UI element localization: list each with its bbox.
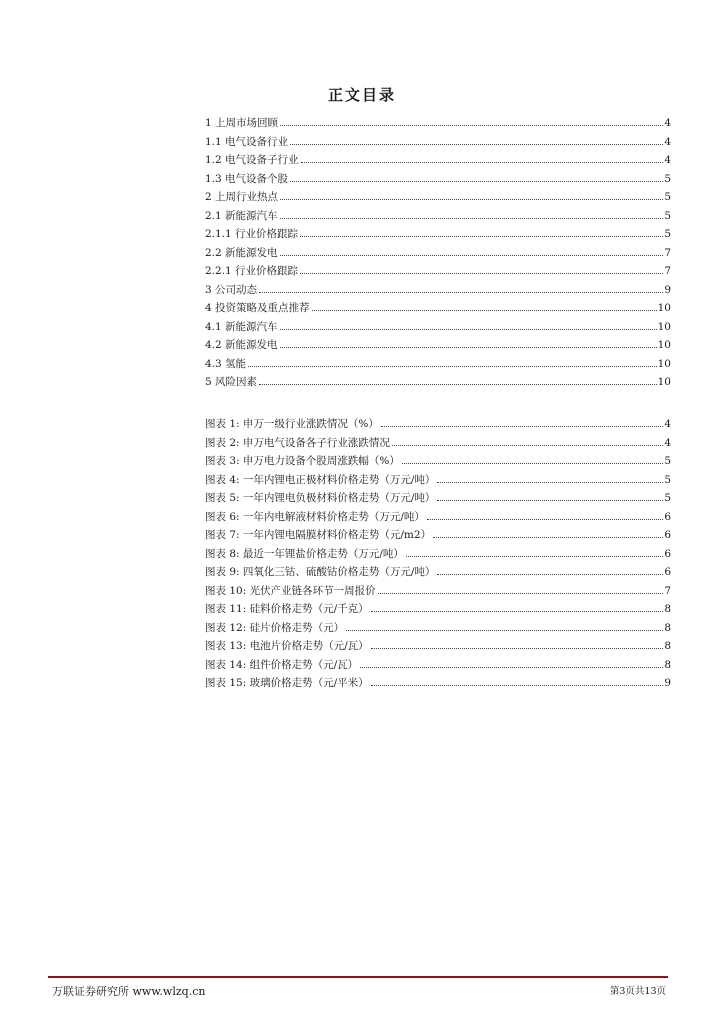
toc-entry-page: 5 bbox=[664, 492, 671, 504]
toc-entry-page: 8 bbox=[664, 640, 671, 652]
toc-entry-label: 图表 8: 最近一年锂盐价格走势（万元/吨） bbox=[205, 547, 404, 560]
dot-leader bbox=[248, 365, 657, 367]
toc-entry-label: 图表 7: 一年内锂电隔膜材料价格走势（元/m2） bbox=[205, 529, 432, 541]
toc-entry-page: 9 bbox=[664, 677, 671, 689]
dot-leader bbox=[280, 124, 663, 126]
toc-figure-entry[interactable] bbox=[205, 546, 671, 565]
dot-leader bbox=[392, 444, 663, 446]
dot-leader bbox=[402, 462, 663, 464]
toc-entry-label: 4.2 新能源发电 bbox=[205, 339, 278, 351]
toc-entry-label: 5 风险因素 bbox=[205, 376, 258, 388]
toc-entry-page: 4 bbox=[664, 436, 671, 449]
toc-section-entry[interactable] bbox=[205, 152, 671, 171]
dot-leader bbox=[259, 291, 663, 293]
toc-entry-page: 7 bbox=[664, 584, 671, 597]
dot-leader bbox=[437, 499, 663, 501]
dot-leader bbox=[437, 481, 663, 483]
toc-entry-label: 4 投资策略及重点推荐 bbox=[205, 302, 310, 314]
toc-entry-page: 10 bbox=[657, 357, 671, 370]
dot-leader bbox=[290, 143, 663, 145]
toc-figure-entry[interactable] bbox=[205, 416, 671, 435]
toc-section-entry[interactable] bbox=[205, 356, 671, 375]
toc-entry-label: 图表 5: 一年内锂电负极材料价格走势（万元/吨） bbox=[205, 492, 436, 504]
toc-entry-label: 2.2 新能源发电 bbox=[205, 246, 278, 259]
toc-entry-page: 7 bbox=[664, 246, 671, 259]
toc-entry-page: 8 bbox=[664, 621, 671, 634]
toc-entry-page: 5 bbox=[664, 473, 671, 486]
toc-entry-label: 2.1 新能源汽车 bbox=[205, 209, 278, 222]
toc-entry-label: 1.2 电气设备子行业 bbox=[205, 154, 299, 166]
dot-leader bbox=[346, 629, 663, 631]
toc-figure-entry[interactable] bbox=[205, 564, 671, 583]
dot-leader bbox=[301, 161, 664, 163]
toc-figure-entry[interactable] bbox=[205, 601, 671, 620]
toc-entry-page: 6 bbox=[664, 547, 671, 560]
toc-figure-list bbox=[205, 416, 671, 694]
toc-entry-label: 图表 3: 申万电力设备个股周涨跌幅（%） bbox=[205, 455, 400, 467]
toc-figure-entry[interactable] bbox=[205, 472, 671, 491]
toc-entry-page: 5 bbox=[664, 209, 671, 222]
dot-leader bbox=[433, 536, 663, 538]
toc-entry-page: 4 bbox=[664, 135, 671, 148]
dot-leader bbox=[427, 518, 663, 520]
toc-entry-label: 图表 13: 电池片价格走势（元/瓦） bbox=[205, 640, 369, 652]
toc-entry-page: 4 bbox=[664, 418, 671, 430]
dot-leader bbox=[360, 666, 663, 668]
toc-entry-page: 10 bbox=[657, 320, 671, 333]
toc-entry-label: 2.2.1 行业价格跟踪 bbox=[205, 265, 299, 277]
toc-section-list bbox=[205, 115, 671, 393]
page-title: 正文目录 bbox=[327, 86, 396, 104]
toc-section-entry[interactable] bbox=[205, 337, 671, 356]
dot-leader bbox=[300, 272, 663, 274]
toc-entry-label: 2.1.1 行业价格跟踪 bbox=[205, 228, 299, 240]
footer-publisher: 万联证券研究所 www.wlzq.cn bbox=[52, 985, 206, 998]
toc-entry-label: 3 公司动态 bbox=[205, 283, 258, 296]
toc-figure-entry[interactable] bbox=[205, 675, 671, 694]
toc-entry-page: 9 bbox=[664, 283, 671, 296]
toc-section-entry[interactable] bbox=[205, 208, 671, 227]
toc-entry-page: 10 bbox=[657, 339, 671, 351]
toc-figure-entry[interactable] bbox=[205, 490, 671, 509]
toc-entry-label: 1.3 电气设备个股 bbox=[205, 172, 289, 185]
footer-page-number: 第3页共13页 bbox=[609, 986, 666, 997]
toc-entry-page: 6 bbox=[664, 510, 671, 523]
toc-entry-label: 图表 11: 硅料价格走势（元/千克） bbox=[205, 603, 369, 615]
toc-section-entry[interactable] bbox=[205, 171, 671, 190]
dot-leader bbox=[259, 383, 657, 385]
toc-entry-label: 1.1 电气设备行业 bbox=[205, 135, 289, 148]
toc-entry-page: 10 bbox=[657, 302, 671, 314]
footer-rule bbox=[48, 976, 668, 978]
dot-leader bbox=[312, 309, 657, 311]
dot-leader bbox=[280, 198, 663, 200]
toc-entry-label: 图表 12: 硅片价格走势（元） bbox=[205, 621, 345, 634]
toc-entry-page: 6 bbox=[664, 566, 671, 578]
dot-leader bbox=[371, 684, 664, 686]
toc-entry-page: 5 bbox=[664, 228, 671, 240]
toc-entry-page: 4 bbox=[664, 117, 671, 129]
dot-leader bbox=[371, 610, 664, 612]
toc-entry-label: 4.1 新能源汽车 bbox=[205, 320, 278, 333]
toc-section-entry[interactable] bbox=[205, 300, 671, 319]
dot-leader bbox=[280, 217, 664, 219]
toc-entry-page: 10 bbox=[657, 376, 671, 388]
dot-leader bbox=[406, 555, 663, 557]
toc-entry-page: 7 bbox=[664, 265, 671, 277]
toc-section-entry[interactable] bbox=[205, 115, 671, 134]
toc-entry-page: 5 bbox=[664, 191, 671, 203]
toc-section-entry[interactable] bbox=[205, 319, 671, 338]
toc-entry-label: 图表 4: 一年内锂电正极材料价格走势（万元/吨） bbox=[205, 473, 436, 486]
toc-entry-label: 2 上周行业热点 bbox=[205, 191, 279, 203]
dot-leader bbox=[280, 254, 664, 256]
toc-entry-label: 图表 14: 组件价格走势（元/瓦） bbox=[205, 658, 359, 671]
toc-entry-label: 图表 15: 玻璃价格走势（元/平米） bbox=[205, 677, 369, 689]
toc-figure-entry[interactable] bbox=[205, 583, 671, 602]
dot-leader bbox=[290, 180, 663, 182]
toc-figure-entry[interactable] bbox=[205, 509, 671, 528]
dot-leader bbox=[437, 573, 663, 575]
dot-leader bbox=[381, 425, 663, 427]
toc-section-entry[interactable] bbox=[205, 263, 671, 282]
dot-leader bbox=[280, 328, 657, 330]
toc-figure-entry[interactable] bbox=[205, 453, 671, 472]
dot-leader bbox=[371, 647, 664, 649]
toc-entry-label: 图表 9: 四氧化三钴、硫酸钴价格走势（万元/吨） bbox=[205, 566, 436, 578]
toc-section-entry[interactable] bbox=[205, 374, 671, 393]
toc-entry-page: 5 bbox=[664, 172, 671, 185]
toc-entry-label: 图表 1: 申万一级行业涨跌情况（%） bbox=[205, 418, 379, 430]
dot-leader bbox=[300, 235, 663, 237]
toc-figure-entry[interactable] bbox=[205, 638, 671, 657]
toc-figure-entry[interactable] bbox=[205, 435, 671, 454]
toc-entry-label: 图表 10: 光伏产业链各环节一周报价 bbox=[205, 584, 376, 597]
toc-entry-page: 4 bbox=[664, 154, 671, 166]
toc-entry-page: 8 bbox=[664, 658, 671, 671]
toc-entry-label: 图表 6: 一年内电解液材料价格走势（万元/吨） bbox=[205, 510, 425, 523]
toc-figure-entry[interactable] bbox=[205, 527, 671, 546]
toc-entry-label: 4.3 氢能 bbox=[205, 357, 247, 370]
toc-section-entry[interactable] bbox=[205, 282, 671, 301]
toc-section-entry[interactable] bbox=[205, 134, 671, 153]
toc-entry-label: 1 上周市场回顾 bbox=[205, 117, 279, 129]
toc-figure-entry[interactable] bbox=[205, 657, 671, 676]
dot-leader bbox=[378, 592, 664, 594]
toc-figure-entry[interactable] bbox=[205, 620, 671, 639]
toc-entry-page: 8 bbox=[664, 603, 671, 615]
toc-section-entry[interactable] bbox=[205, 226, 671, 245]
toc-entry-page: 6 bbox=[664, 529, 671, 541]
toc-entry-page: 5 bbox=[664, 455, 671, 467]
toc-section-entry[interactable] bbox=[205, 245, 671, 264]
toc-section-entry[interactable] bbox=[205, 189, 671, 208]
toc-entry-label: 图表 2: 申万电气设备各子行业涨跌情况 bbox=[205, 436, 390, 449]
dot-leader bbox=[280, 346, 657, 348]
